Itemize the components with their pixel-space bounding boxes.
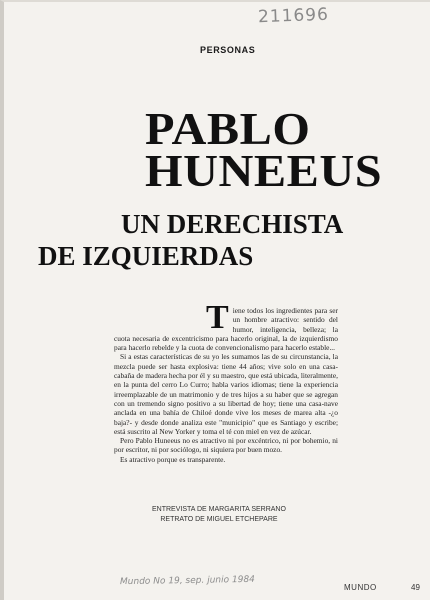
archive-mark: 211696 — [257, 4, 330, 28]
article-paragraph: Si a estas características de su yo les sumamos las de su circunstancia, la mezcla puede ser hasta explosiva: tiene 44 años; vive solo en una casa-cabaña de madera hecha por él y su maestro, que está ubicada, literalmente, en la punta del cerro Lo Curro; habla varios idiomas; tiene la experiencia irreemplazable de un matrimonio y de tres hijos a su haber que se agregan con un tremendo signo positivo a su libertad de hoy; tiene una casa-nave anclada en una bahía de Chiloé donde vive los meses de marea alta -¿o baja?- y desde donde analiza este "municipio" que es Santiago y escribe; está suscrito al New Yorker y toma el té con miel en vez de azúcar. — [114, 352, 338, 436]
headline-name-line-1: PABLO — [145, 103, 311, 154]
article-paragraph: Es atractivo porque es transparente. — [120, 454, 226, 464]
portrait-credit: RETRATO DE MIGUEL ETCHEPARE — [160, 516, 278, 523]
handwritten-source-note: Mundo No 19, sep. junio 1984 — [119, 574, 255, 588]
article-paragraph-1 — [114, 299, 338, 353]
headline-name-line-2: HUNEEUS — [145, 145, 383, 196]
headline-name — [145, 103, 383, 196]
article-body — [114, 299, 338, 464]
headline-subtitle — [38, 208, 343, 272]
headline-subtitle-line-2: DE IZQUIERDAS — [38, 241, 254, 271]
interview-credit: ENTREVISTA DE MARGARITA SERRANO — [152, 506, 286, 513]
credits — [152, 505, 286, 525]
section-label: PERSONAS — [200, 45, 256, 55]
article-lead-text: iene todos los ingredientes para ser un hombre atractivo: sentido del humor, inteligencia, belleza; la cuota necesaria de excentricismo para hacerlo original, la de izquierdismo para hacerlo rebelde y la cuota de convencionalismo para hacerlo estable... — [114, 306, 338, 353]
headline-subtitle-line-1: UN DERECHISTA — [121, 209, 344, 239]
article-paragraph: Pero Pablo Huneeus no es atractivo ni por excéntrico, ni por bohemio, ni por escritor, ni por sociólogo, ni siquiera por buen mozo. — [114, 436, 338, 455]
drop-cap: T — [206, 299, 229, 336]
magazine-name: MUNDO — [344, 583, 377, 592]
page-number: 49 — [411, 583, 420, 592]
